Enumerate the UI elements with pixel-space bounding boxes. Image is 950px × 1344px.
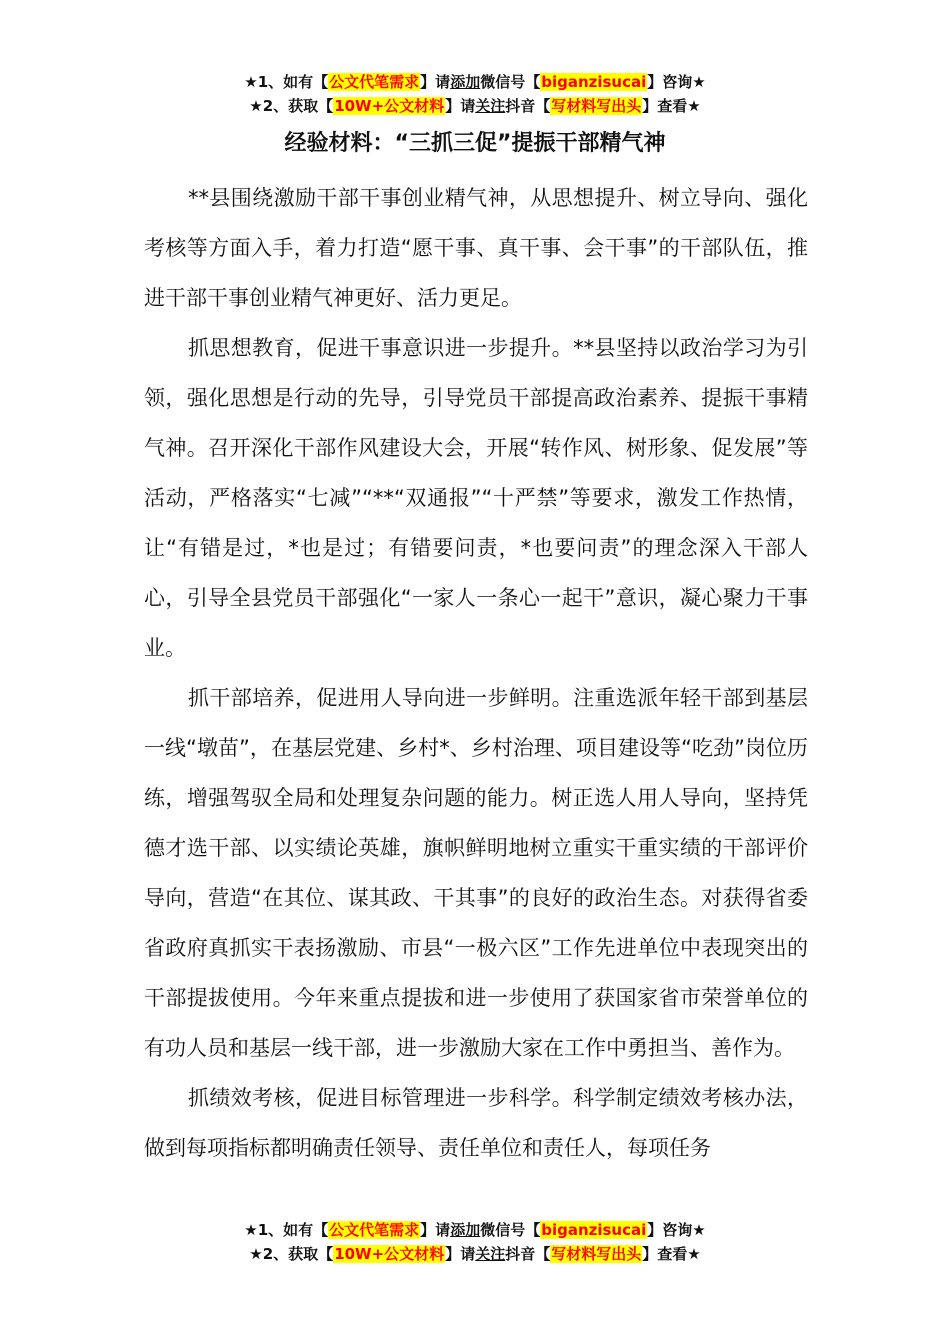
document-title: 经验材料：“三抓三促”提振干部精气神: [284, 131, 666, 156]
promo-highlight: 写材料写出头: [551, 1245, 642, 1263]
promo-line-1: [0, 70, 950, 94]
promo-highlight: 公文代笔需求: [329, 73, 420, 91]
promo-line-2: [0, 1242, 950, 1266]
promo-text: ★2、获取【: [249, 97, 334, 115]
promo-text: 微信号【: [480, 1221, 541, 1239]
promo-text: 】查看★: [642, 1245, 701, 1263]
promo-text: 微信号【: [480, 73, 541, 91]
promo-highlight: biganzisucai: [541, 1221, 647, 1239]
promo-text: ★1、如有【: [244, 1221, 329, 1239]
promo-text: 】请: [445, 97, 476, 115]
promo-line-2: [0, 94, 950, 118]
promo-text: 抖音【: [505, 1245, 551, 1263]
promo-highlight: biganzisucai: [541, 73, 647, 91]
paragraph-thought-education: 抓思想教育，促进干事意识进一步提升。**县坚持以政治学习为引领，强化思想是行动的先导，引导党员干部提高政治素养、提振干事精气神。召开深化干部作风建设大会，开展“转作风、树形象、促发展”等活动，严格落实“七减”“**“双通报”“十严禁”等要求，激发工作热情，让“有错是过，*也是过；有错要问责，*也要问责”的理念深入干部人心，引导全县党员干部强化“一家人一条心一起干”意识，凝心聚力干事业。: [144, 336, 808, 660]
promo-highlight: 10W+公文材料: [334, 97, 445, 115]
document-body: [144, 173, 808, 1173]
promo-text: 抖音【: [505, 97, 551, 115]
promo-text: 】咨询★: [647, 73, 706, 91]
promo-highlight: 写材料写出头: [551, 97, 642, 115]
promo-line-1: [0, 1218, 950, 1242]
paragraph-cadre-training: 抓干部培养，促进用人导向进一步鲜明。注重选派年轻干部到基层一线“墩苗”，在基层党建、乡村*、乡村治理、项目建设等“吃劲”岗位历练，增强驾驭全局和处理复杂问题的能力。树正选人用人导向，坚持凭德才选干部、以实绩论英雄，旗帜鲜明地树立重实干重实绩的干部评价导向，营造“在其位、谋其政、干其事”的良好的政治生态。对获得省委省政府真抓实干表扬激励、市县“一极六区”工作先进单位中表现突出的干部提拔使用。今年来重点提拔和进一步使用了获国家省市荣誉单位的有功人员和基层一线干部，进一步激励大家在工作中勇担当、善作为。: [144, 686, 808, 1060]
promo-banner-top: [0, 70, 950, 118]
promo-highlight: 公文代笔需求: [329, 1221, 420, 1239]
promo-underline: 添加: [450, 73, 481, 91]
promo-text: 】请: [445, 1245, 476, 1263]
promo-underline: 关注: [475, 97, 506, 115]
paragraph-intro: **县围绕激励干部干事创业精气神，从思想提升、树立导向、强化考核等方面入手，着力打造“愿干事、真干事、会干事”的干部队伍，推进干部干事创业精气神更好、活力更足。: [144, 186, 808, 310]
promo-text: 】请: [420, 1221, 451, 1239]
promo-text: 】咨询★: [647, 1221, 706, 1239]
promo-text: ★2、获取【: [249, 1245, 334, 1263]
promo-highlight: 10W+公文材料: [334, 1245, 445, 1263]
promo-banner-bottom: [0, 1218, 950, 1266]
promo-underline: 添加: [450, 1221, 481, 1239]
promo-text: 】请: [420, 73, 451, 91]
promo-text: 】查看★: [642, 97, 701, 115]
paragraph-performance-assessment: 抓绩效考核，促进目标管理进一步科学。科学制定绩效考核办法，做到每项指标都明确责任领导、责任单位和责任人，每项任务: [144, 1086, 808, 1160]
promo-underline: 关注: [475, 1245, 506, 1263]
promo-text: ★1、如有【: [244, 73, 329, 91]
